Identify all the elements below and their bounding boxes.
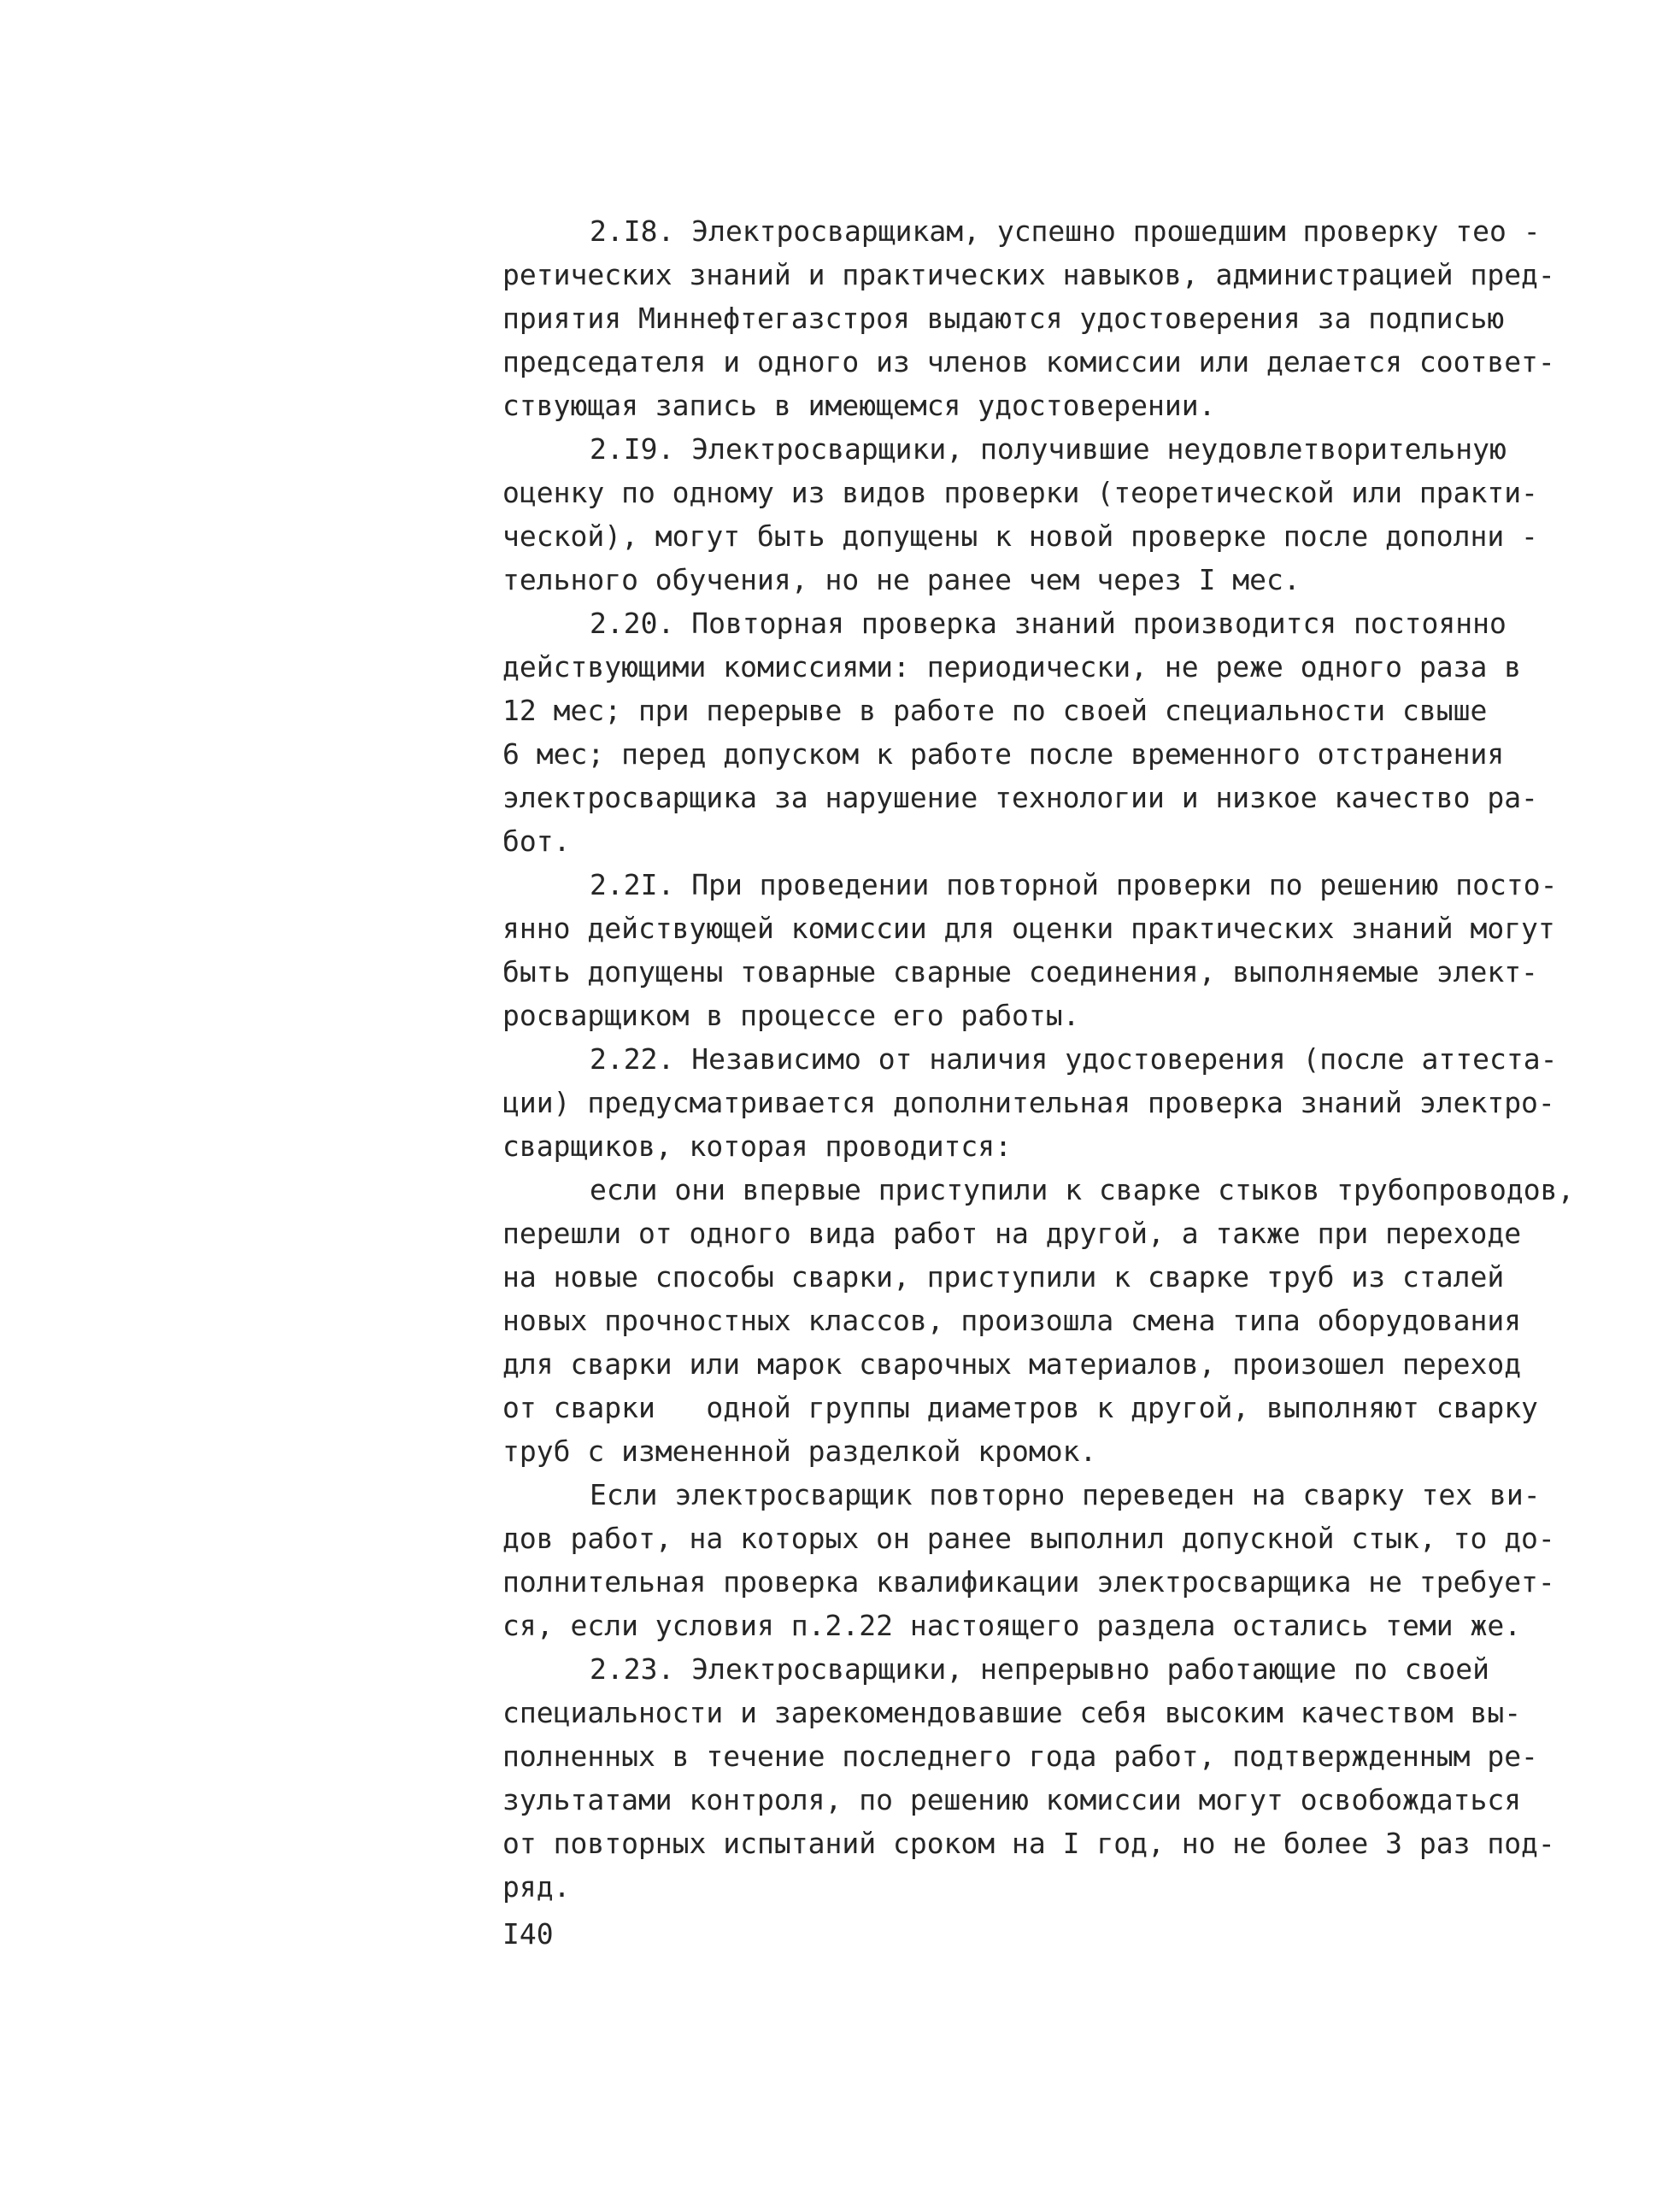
paragraph-2-19-line-1: 2.I9. Электросварщики, получившие неудовлетворительную bbox=[590, 432, 1506, 466]
page-number: I40 bbox=[502, 1917, 554, 1951]
paragraph-2-23-line-5: от повторных испытаний сроком на I год, но не более 3 раз под- bbox=[502, 1827, 1555, 1860]
paragraph-2-20-line-1: 2.20. Повторная проверка знаний производится постоянно bbox=[590, 607, 1506, 640]
paragraph-2-22-note-line-3: полнительная проверка квалификации электросварщика не требует- bbox=[502, 1565, 1555, 1599]
paragraph-2-22-list-line-2: перешли от одного вида работ на другой, а также при переходе bbox=[502, 1217, 1522, 1250]
paragraph-2-22-note-line-4: ся, если условия п.2.22 настоящего раздела остались теми же. bbox=[502, 1609, 1522, 1642]
paragraph-2-20-line-5: электросварщика за нарушение технологии и низкое качество ра- bbox=[502, 781, 1538, 814]
paragraph-2-22-line-1: 2.22. Независимо от наличия удостоверения (после аттеста- bbox=[590, 1042, 1558, 1076]
paragraph-2-20-line-2: действующими комиссиями: периодически, не реже одного раза в bbox=[502, 650, 1522, 684]
paragraph-2-22-list-line-5: для сварки или марок сварочных материалов, произошел переход bbox=[502, 1347, 1522, 1381]
paragraph-2-23-line-6: ряд. bbox=[502, 1870, 571, 1904]
document-body bbox=[502, 209, 1613, 1909]
paragraph-2-23-line-2: специальности и зарекомендовавшие себя высоким качеством вы- bbox=[502, 1696, 1522, 1729]
paragraph-2-18-line-4: председателя и одного из членов комиссии или делается соответ- bbox=[502, 345, 1555, 378]
paragraph-2-22-list-line-4: новых прочностных классов, произошла смена типа оборудования bbox=[502, 1304, 1522, 1337]
paragraph-2-19-line-2: оценку по одному из видов проверки (теоретической или практи- bbox=[502, 476, 1538, 509]
paragraph-2-21-line-4: росварщиком в процессе его работы. bbox=[502, 999, 1080, 1032]
paragraph-2-18-line-3: приятия Миннефтегазстроя выдаются удостоверения за подписью bbox=[502, 302, 1505, 335]
paragraph-2-21-line-3: быть допущены товарные сварные соединения, выполняемые элект- bbox=[502, 955, 1538, 989]
paragraph-2-20-line-4: 6 мес; перед допуском к работе после временного отстранения bbox=[502, 737, 1505, 771]
paragraph-2-18-line-1: 2.I8. Электросварщикам, успешно прошедшим проверку тео - bbox=[590, 214, 1541, 248]
paragraph-2-23-line-3: полненных в течение последнего года работ, подтвержденным ре- bbox=[502, 1740, 1538, 1773]
paragraph-2-20-line-6: бот. bbox=[502, 824, 571, 858]
paragraph-2-22-line-2: ции) предусматривается дополнительная проверка знаний электро- bbox=[502, 1086, 1555, 1119]
paragraph-2-18-line-2: ретических знаний и практических навыков, администрацией пред- bbox=[502, 258, 1555, 291]
paragraph-2-18-line-5: ствующая запись в имеющемся удостоверении. bbox=[502, 389, 1216, 422]
paragraph-2-20-line-3: 12 мес; при перерыве в работе по своей специальности свыше bbox=[502, 694, 1488, 727]
paragraph-2-21-line-1: 2.2I. При проведении повторной проверки по решению посто- bbox=[590, 868, 1558, 901]
paragraph-2-19-line-3: ческой), могут быть допущены к новой проверке после дополни - bbox=[502, 519, 1538, 553]
paragraph-2-22-list-line-1: если они впервые приступили к сварке стыков трубопроводов, bbox=[590, 1173, 1575, 1206]
paragraph-2-22-line-3: сварщиков, которая проводится: bbox=[502, 1129, 1013, 1163]
paragraph-2-23-line-1: 2.23. Электросварщики, непрерывно работающие по своей bbox=[590, 1652, 1489, 1686]
paragraph-2-22-list-line-7: труб с измененной разделкой кромок. bbox=[502, 1435, 1097, 1468]
paragraph-2-22-list-line-3: на новые способы сварки, приступили к сварке труб из сталей bbox=[502, 1260, 1505, 1294]
paragraph-2-22-note-line-1: Если электросварщик повторно переведен на сварку тех ви- bbox=[590, 1478, 1541, 1511]
paragraph-2-23-line-4: зультатами контроля, по решению комиссии могут освобождаться bbox=[502, 1783, 1522, 1816]
paragraph-2-21-line-2: янно действующей комиссии для оценки практических знаний могут bbox=[502, 912, 1555, 945]
paragraph-2-22-list-line-6: от сварки одной группы диаметров к другой, выполняют сварку bbox=[502, 1391, 1538, 1424]
paragraph-2-19-line-4: тельного обучения, но не ранее чем через I мес. bbox=[502, 563, 1301, 596]
paragraph-2-22-note-line-2: дов работ, на которых он ранее выполнил допускной стык, то до- bbox=[502, 1522, 1555, 1555]
